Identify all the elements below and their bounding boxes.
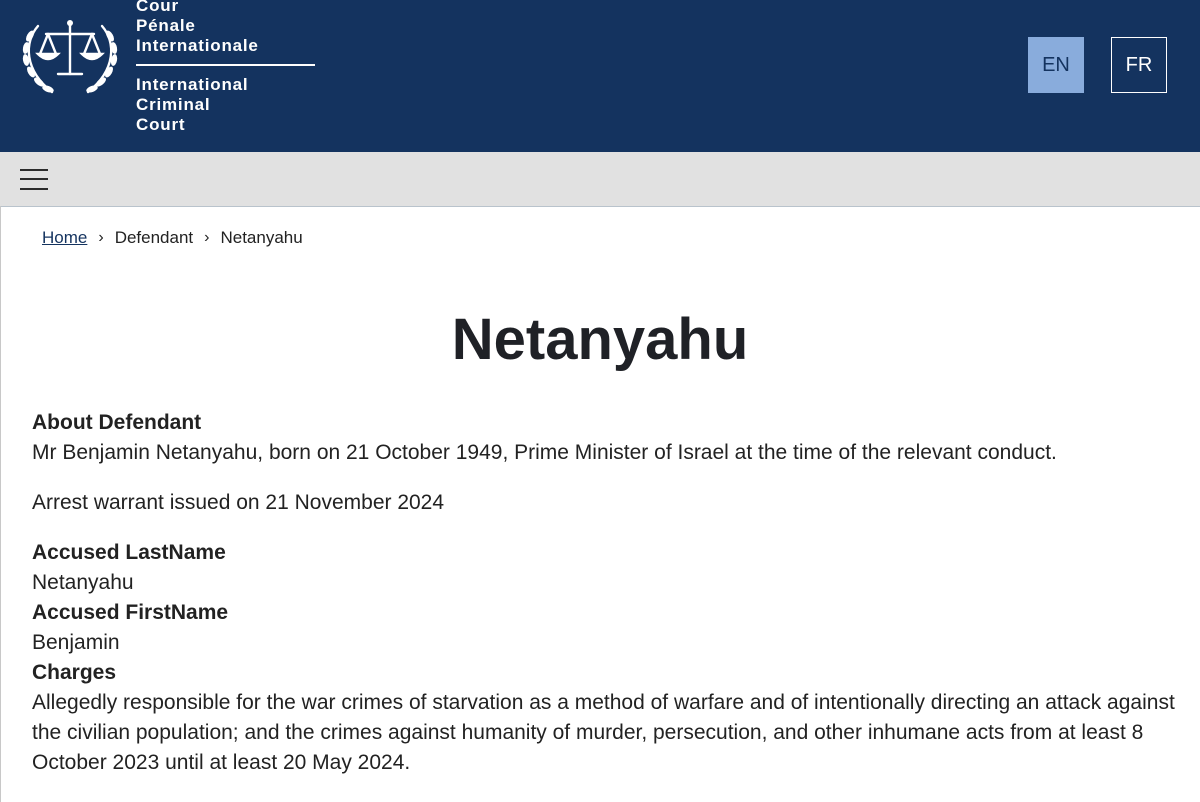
accused-lastname-label: Accused LastName — [32, 541, 226, 564]
hamburger-line — [20, 188, 48, 190]
scales-of-justice-icon[interactable] — [18, 12, 122, 100]
logo-line-en-2: Criminal — [136, 95, 211, 114]
logo-line-fr-3: Internationale — [136, 36, 259, 55]
logo-divider — [136, 64, 315, 66]
breadcrumb-home-link[interactable]: Home — [42, 228, 88, 247]
breadcrumb-current: Netanyahu — [220, 228, 303, 247]
about-defendant-text: Mr Benjamin Netanyahu, born on 21 October 1949, Prime Minister of Israel at the time of the relevant conduct. — [32, 441, 1057, 464]
accused-firstname-value: Benjamin — [32, 631, 120, 654]
charges-label: Charges — [32, 661, 117, 684]
logo-line-fr-2: Pénale — [136, 16, 196, 35]
charges-text: Allegedly responsible for the war crimes of starvation as a method of warfare and of intentionally directing an attack against the civilian population; and the crimes against humanity of murder, persecution, and other inhumane acts from at least 8 October 2023 until at least 20 May 2024. — [32, 691, 1175, 774]
breadcrumb-separator: › — [98, 229, 104, 246]
breadcrumb-defendant: Defendant — [114, 228, 194, 247]
accused-lastname-value: Netanyahu — [32, 571, 134, 594]
accused-firstname-label: Accused FirstName — [32, 601, 229, 624]
language-fr-button[interactable]: FR — [1111, 37, 1167, 93]
breadcrumb — [42, 228, 303, 248]
navigation-bar — [0, 152, 1200, 207]
hamburger-line — [20, 169, 48, 171]
breadcrumb-separator: › — [204, 229, 210, 246]
site-header — [0, 0, 1200, 152]
about-defendant-label: About Defendant — [32, 411, 202, 434]
page-left-border — [0, 206, 1, 802]
hamburger-line — [20, 178, 48, 180]
arrest-warrant-text: Arrest warrant issued on 21 November 2024 — [32, 491, 445, 514]
page-title: Netanyahu — [451, 307, 749, 372]
defendant-details — [32, 408, 1182, 778]
logo-line-en-3: Court — [136, 115, 186, 134]
site-logo-text[interactable] — [136, 0, 316, 135]
language-en-button[interactable]: EN — [1028, 37, 1084, 93]
hamburger-menu-icon[interactable] — [20, 167, 48, 191]
logo-line-fr-1: Cour — [136, 0, 179, 15]
logo-line-en-1: International — [136, 75, 249, 94]
